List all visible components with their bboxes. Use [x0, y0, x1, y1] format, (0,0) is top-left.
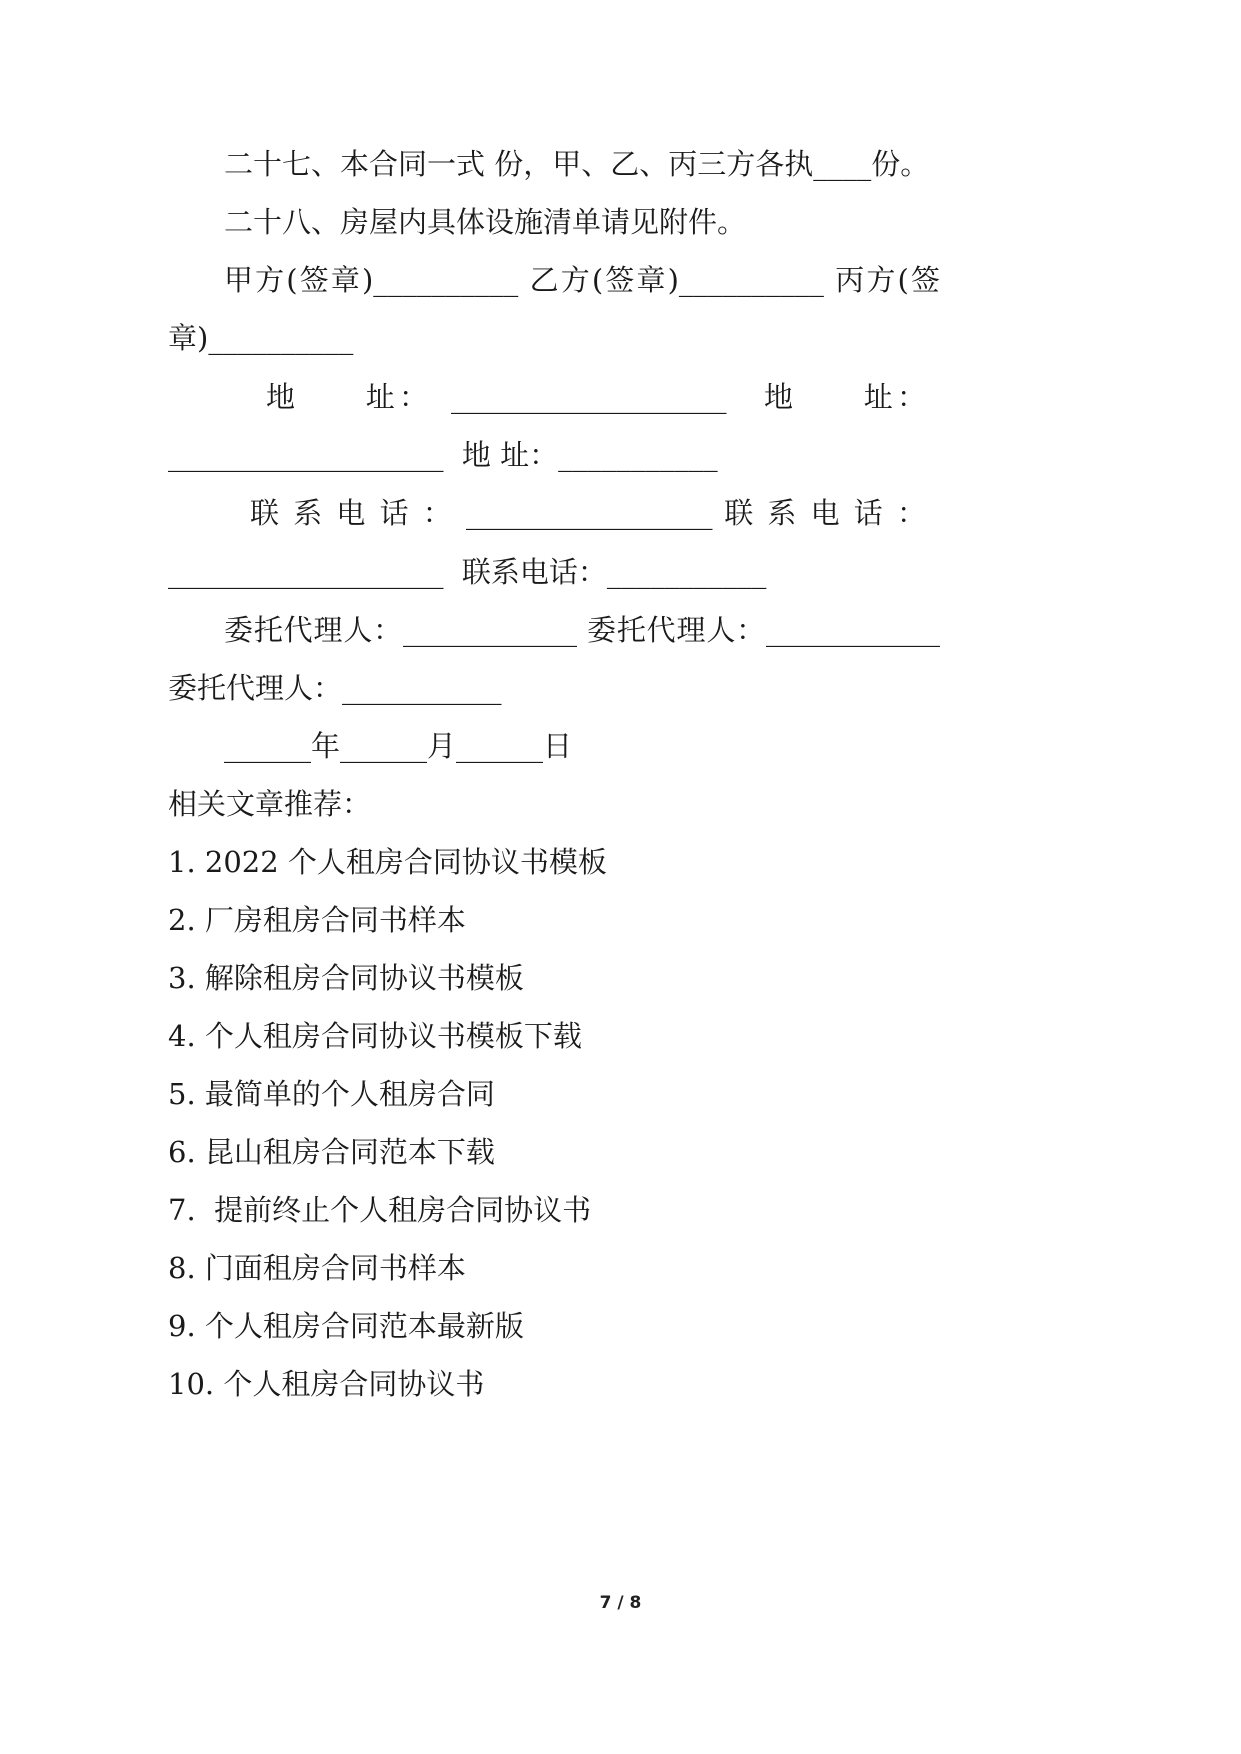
related-item[interactable]: 9. 个人租房合同范本最新版 [168, 1309, 524, 1343]
signature-seal-line-1: 甲方(签章)__________ 乙方(签章)__________ 丙方(签 [224, 263, 940, 297]
phone-line-2: ___________________ 联系电话：___________ [168, 555, 767, 589]
date-line: ______年______月______日 [224, 729, 573, 763]
related-item[interactable]: 6. 昆山租房合同范本下载 [168, 1135, 495, 1169]
related-item[interactable]: 7. 提前终止个人租房合同协议书 [168, 1193, 592, 1227]
related-item[interactable]: 3. 解除租房合同协议书模板 [168, 961, 524, 995]
page-number: 7 / 8 [599, 1593, 642, 1613]
agent-line-1: 委托代理人：____________ 委托代理人：____________ [224, 613, 940, 647]
related-item[interactable]: 10. 个人租房合同协议书 [168, 1367, 485, 1401]
related-item[interactable]: 2. 厂房租房合同书样本 [168, 903, 466, 937]
signature-seal-line-2: 章)__________ [168, 321, 354, 355]
related-item[interactable]: 8. 门面租房合同书样本 [168, 1251, 466, 1285]
phone-line-1: 联 系 电 话 ： _________________ 联 系 电 话 ： [250, 496, 926, 530]
address-line-1: 地 址： ___________________ 地 址： [266, 380, 926, 414]
related-item[interactable]: 5. 最简单的个人租房合同 [168, 1077, 495, 1111]
address-line-2: ___________________ 地 址：___________ [168, 438, 718, 472]
related-item[interactable]: 1. 2022 个人租房合同协议书模板 [168, 845, 607, 879]
agent-line-2: 委托代理人：___________ [168, 671, 502, 705]
related-heading: 相关文章推荐： [168, 787, 372, 821]
related-item[interactable]: 4. 个人租房合同协议书模板下载 [168, 1019, 582, 1053]
clause-28: 二十八、房屋内具体设施清单请见附件。 [224, 205, 747, 239]
clause-27: 二十七、本合同一式 份，甲、乙、丙三方各执____份。 [224, 147, 930, 181]
